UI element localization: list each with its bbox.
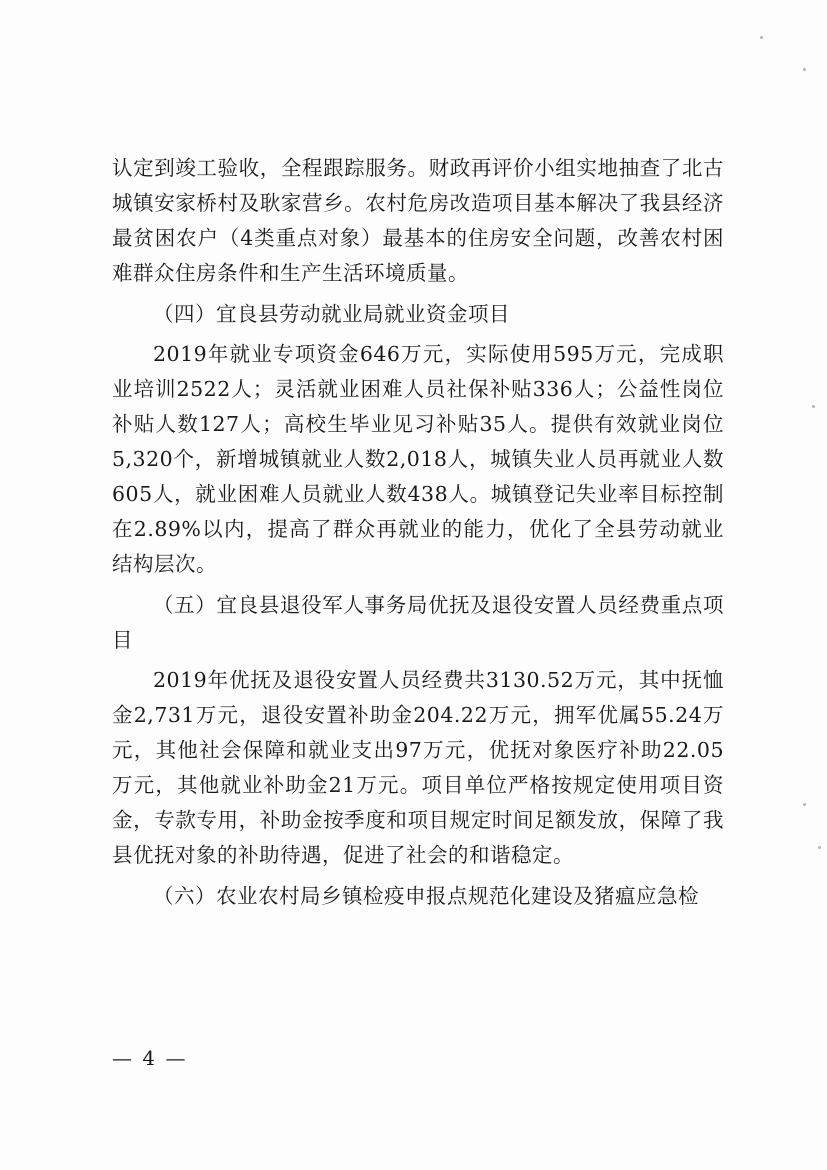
section-heading-6: （六）农业农村局乡镇检疫申报点规范化建设及猪瘟应急检 bbox=[153, 883, 699, 908]
paragraph-employment-funds: 2019年就业专项资金646万元，实际使用595万元，完成职业培训2522人；灵活就业困难人员社保补贴336人；公益性岗位补贴人数127人；高校生毕业见习补贴35人。提供有效就业岗位5,320个，新增城镇就业人数2,018人，城镇失业人员再就业人数605人，就业困难人员就业人数438人。城镇登记失业率目标控制在2.89%以内，提高了群众再就业的能力，优化了全县劳动就业结构层次。 bbox=[112, 342, 724, 576]
scan-speck bbox=[803, 68, 806, 71]
scan-speck bbox=[803, 803, 806, 806]
section-heading-5: （五）宜良县退役军人事务局优抚及退役安置人员经费重点项目 bbox=[112, 592, 724, 652]
section-heading-4: （四）宜良县劳动就业局就业资金项目 bbox=[153, 301, 510, 326]
body-text bbox=[112, 151, 724, 919]
scan-speck bbox=[812, 405, 815, 408]
paragraph-continuation: 认定到竣工验收，全程跟踪服务。财政再评价小组实地抽查了北古城镇安家桥村及耿家营乡。农村危房改造项目基本解决了我县经济最贫困农户（4类重点对象）最基本的住房安全问题，改善农村困难群众住房条件和生产生活环境质量。 bbox=[112, 156, 724, 285]
scan-speck bbox=[818, 846, 821, 849]
page-number: — 4 — bbox=[112, 1046, 188, 1070]
scan-speck bbox=[760, 36, 763, 39]
paragraph-veterans-funds: 2019年优抚及退役安置人员经费共3130.52万元，其中抚恤金2,731万元，退役安置补助金204.22万元，拥军优属55.24万元，其他社会保障和就业支出97万元，优抚对象医疗补助22.05万元，其他就业补助金21万元。项目单位严格按规定使用项目资金，专款专用，补助金按季度和项目规定时间足额发放，保障了我县优抚对象的补助待遇，促进了社会的和谐稳定。 bbox=[112, 668, 724, 867]
